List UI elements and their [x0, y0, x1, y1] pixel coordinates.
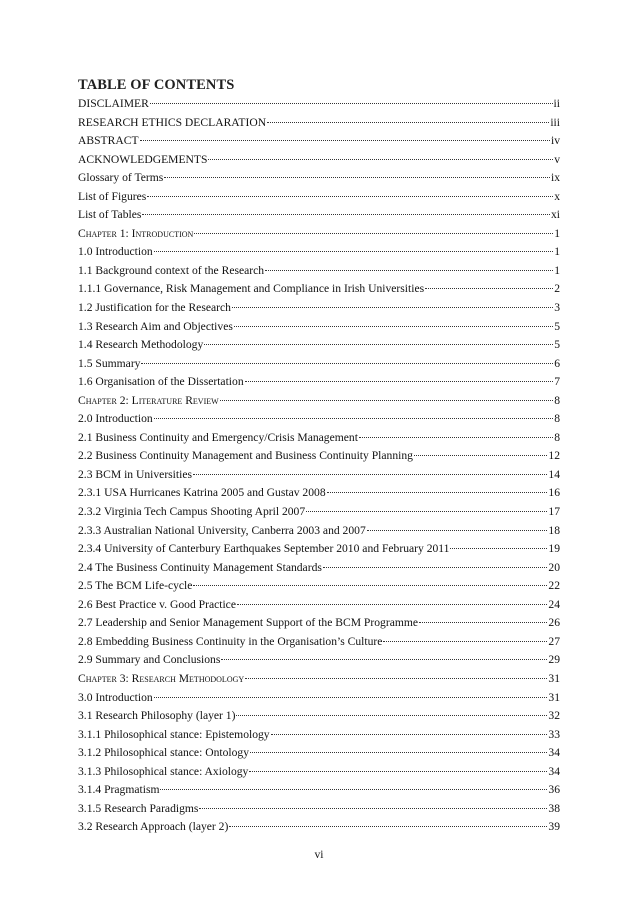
toc-entry-label: ABSTRACT [78, 134, 139, 148]
toc-entry-label: List of Figures [78, 189, 147, 203]
toc-entry-page: 12 [548, 449, 560, 463]
toc-entry[interactable] [78, 373, 560, 392]
toc-entry[interactable] [78, 299, 560, 318]
toc-entry-page: 33 [548, 727, 560, 741]
toc-entry[interactable] [78, 318, 560, 337]
dot-leader [367, 529, 548, 531]
toc-entry-label: 3.0 Introduction [78, 690, 153, 704]
toc-entry-label: 2.5 The BCM Life-cycle [78, 579, 193, 593]
dot-leader [194, 232, 553, 234]
toc-entry-page: 17 [548, 505, 560, 519]
dot-leader [142, 213, 550, 215]
toc-entry[interactable] [78, 522, 560, 541]
toc-entry-page: 8 [554, 393, 560, 407]
toc-entry-page: xi [550, 208, 560, 222]
toc-entry-page: 36 [548, 783, 560, 797]
toc-entry[interactable] [78, 447, 560, 466]
dot-leader [245, 677, 547, 679]
dot-leader [237, 603, 547, 605]
dot-leader [229, 825, 547, 827]
toc-entry-page: 39 [548, 820, 560, 834]
toc-entry-page: v [554, 152, 560, 166]
toc-entry-page: 18 [548, 523, 560, 537]
toc-entry-label: List of Tables [78, 208, 142, 222]
dot-leader [150, 102, 553, 104]
toc-entry[interactable] [78, 466, 560, 485]
dot-leader [234, 325, 553, 327]
toc-chapter-entry[interactable] [78, 670, 560, 689]
dot-leader [208, 158, 553, 160]
toc-entry-label: Chapter 2: Literature Review [78, 393, 219, 407]
dot-leader [249, 770, 547, 772]
toc-entry-page: 34 [548, 746, 560, 760]
toc-entry[interactable] [78, 336, 560, 355]
dot-leader [140, 139, 550, 141]
toc-entry-page: 19 [548, 542, 560, 556]
toc-entry[interactable] [78, 188, 560, 207]
dot-leader [306, 510, 547, 512]
toc-entry[interactable] [78, 429, 560, 448]
dot-leader [383, 640, 547, 642]
toc-entry-page: ii [553, 97, 560, 110]
toc-entry-page: 22 [548, 579, 560, 593]
toc-entry-page: 2 [554, 282, 560, 296]
toc-entry-label: Chapter 1: Introduction [78, 226, 194, 240]
toc-entry-label: 3.1.1 Philosophical stance: Epistemology [78, 727, 270, 741]
toc-entry-label: 2.4 The Business Continuity Management Standards [78, 560, 322, 574]
toc-entry-label: 3.1.5 Research Paradigms [78, 801, 199, 815]
toc-entry-label: 1.1 Background context of the Research [78, 263, 265, 277]
toc-entry-page: 5 [554, 338, 560, 352]
toc-entry-page: 20 [548, 560, 560, 574]
toc-entry-label: 3.1 Research Philosophy (layer 1) [78, 709, 236, 723]
toc-entry-label: ACKNOWLEDGEMENTS [78, 152, 208, 166]
toc-entry-label: 2.8 Embedding Business Continuity in the Organisation’s Culture [78, 634, 383, 648]
dot-leader [147, 195, 553, 197]
dot-leader [154, 696, 548, 698]
toc-chapter-entry[interactable] [78, 225, 560, 244]
toc-entry[interactable] [78, 243, 560, 262]
toc-entry[interactable] [78, 800, 560, 819]
toc-entry-page: 1 [554, 245, 560, 259]
toc-entry[interactable] [78, 651, 560, 670]
toc-entry-page: ix [550, 171, 560, 185]
toc-entry-page: iv [550, 134, 560, 148]
toc-entry-page: 29 [548, 653, 560, 667]
toc-entry-page: 32 [548, 709, 560, 723]
toc-entry[interactable] [78, 280, 560, 299]
toc-entry[interactable] [78, 169, 560, 188]
dot-leader [245, 380, 554, 382]
toc-entry[interactable] [78, 410, 560, 429]
toc-entry-label: RESEARCH ETHICS DECLARATION [78, 115, 267, 129]
toc-entry-page: 3 [554, 301, 560, 315]
toc-entry[interactable] [78, 596, 560, 615]
toc-entry-label: 1.4 Research Methodology [78, 338, 204, 352]
toc-entry[interactable] [78, 484, 560, 503]
toc-entry-page: 38 [548, 801, 560, 815]
dot-leader [204, 343, 553, 345]
toc-entry[interactable] [78, 262, 560, 281]
toc-entry-label: 2.3 BCM in Universities [78, 467, 193, 481]
dot-leader [419, 621, 547, 623]
toc-entry-label: 1.2 Justification for the Research [78, 301, 231, 315]
toc-entry-label: 3.2 Research Approach (layer 2) [78, 820, 229, 834]
dot-leader [359, 436, 553, 438]
toc-entry[interactable] [78, 744, 560, 763]
dot-leader [154, 417, 554, 419]
toc-entry[interactable] [78, 540, 560, 559]
toc-entry-page: 8 [554, 412, 560, 426]
dot-leader [414, 454, 547, 456]
dot-leader [271, 733, 548, 735]
dot-leader [250, 751, 547, 753]
toc-entry[interactable] [78, 355, 560, 374]
toc-entry-label: 1.5 Summary [78, 356, 141, 370]
dot-leader [160, 788, 547, 790]
toc-entry-page: 24 [548, 597, 560, 611]
dot-leader [450, 547, 547, 549]
toc-entry[interactable] [78, 781, 560, 800]
toc-entry[interactable] [78, 763, 560, 782]
toc-entry[interactable] [78, 95, 560, 114]
toc-entry[interactable] [78, 818, 560, 837]
dot-leader [193, 584, 547, 586]
toc-entry-page: 34 [548, 764, 560, 778]
toc-entry-label: Glossary of Terms [78, 171, 164, 185]
toc-entry-label: DISCLAIMER [78, 97, 149, 110]
dot-leader [141, 362, 553, 364]
dot-leader [221, 658, 547, 660]
toc-entry-label: Chapter 3: Research Methodology [78, 671, 245, 685]
toc-entry-label: 3.1.3 Philosophical stance: Axiology [78, 764, 249, 778]
toc-entry[interactable] [78, 707, 560, 726]
toc-entry-page: 1 [554, 226, 560, 240]
toc-entry-label: 2.7 Leadership and Senior Management Support of the BCM Programme [78, 616, 419, 630]
toc-entry[interactable] [78, 151, 560, 170]
toc-entry[interactable] [78, 503, 560, 522]
dot-leader [265, 269, 553, 271]
toc-entry[interactable] [78, 206, 560, 225]
toc-heading: TABLE OF CONTENTS [78, 77, 235, 93]
toc-entry[interactable] [78, 689, 560, 708]
toc-entry-page: 1 [554, 263, 560, 277]
toc-entry-label: 2.1 Business Continuity and Emergency/Crisis Management [78, 430, 358, 444]
toc-entry-label: 1.1.1 Governance, Risk Management and Compliance in Irish Universities [78, 282, 425, 296]
toc-entry[interactable] [78, 132, 560, 151]
toc-entry-page: iii [550, 115, 560, 129]
toc-entry[interactable] [78, 559, 560, 578]
toc-entry-label: 1.6 Organisation of the Dissertation [78, 375, 244, 389]
toc-entry[interactable] [78, 577, 560, 596]
toc-entry-label: 1.3 Research Aim and Objectives [78, 319, 233, 333]
toc-entry-label: 2.6 Best Practice v. Good Practice [78, 597, 236, 611]
toc-entry-page: 14 [548, 467, 560, 481]
toc-entry-label: 2.9 Summary and Conclusions [78, 653, 221, 667]
toc-entry-page: 8 [554, 430, 560, 444]
toc-entry-label: 2.3.4 University of Canterbury Earthquakes September 2010 and February 2011 [78, 542, 450, 556]
toc-entry-label: 3.1.2 Philosophical stance: Ontology [78, 746, 249, 760]
toc-entry-page: 31 [548, 690, 560, 704]
toc-entry-page: 7 [554, 375, 560, 389]
toc-entry-label: 2.0 Introduction [78, 412, 153, 426]
toc-entry[interactable] [78, 633, 560, 652]
toc-entry-page: 5 [554, 319, 560, 333]
toc-entry-page: 27 [548, 634, 560, 648]
toc-list [78, 95, 560, 837]
dot-leader [232, 306, 553, 308]
dot-leader [267, 121, 549, 123]
toc-entry-label: 2.3.2 Virginia Tech Campus Shooting April 2007 [78, 505, 306, 519]
toc-entry-page: x [554, 189, 560, 203]
toc-entry-label: 2.2 Business Continuity Management and Business Continuity Planning [78, 449, 413, 463]
dot-leader [193, 473, 547, 475]
dot-leader [236, 714, 547, 716]
toc-entry[interactable] [78, 614, 560, 633]
toc-entry-label: 2.3.1 USA Hurricanes Katrina 2005 and Gustav 2008 [78, 486, 326, 500]
dot-leader [323, 566, 548, 568]
toc-entry[interactable] [78, 114, 560, 133]
toc-chapter-entry[interactable] [78, 392, 560, 411]
toc-entry[interactable] [78, 726, 560, 745]
dot-leader [220, 399, 554, 401]
dot-leader [154, 250, 554, 252]
toc-entry-page: 16 [548, 486, 560, 500]
dot-leader [164, 176, 550, 178]
toc-entry-label: 2.3.3 Australian National University, Canberra 2003 and 2007 [78, 523, 366, 537]
toc-entry-label: 1.0 Introduction [78, 245, 153, 259]
dot-leader [327, 491, 548, 493]
page-number: vi [314, 848, 324, 861]
toc-entry-label: 3.1.4 Pragmatism [78, 783, 160, 797]
dot-leader [425, 287, 553, 289]
toc-entry-page: 6 [554, 356, 560, 370]
dot-leader [199, 807, 547, 809]
toc-entry-page: 26 [548, 616, 560, 630]
toc-entry-page: 31 [548, 671, 560, 685]
